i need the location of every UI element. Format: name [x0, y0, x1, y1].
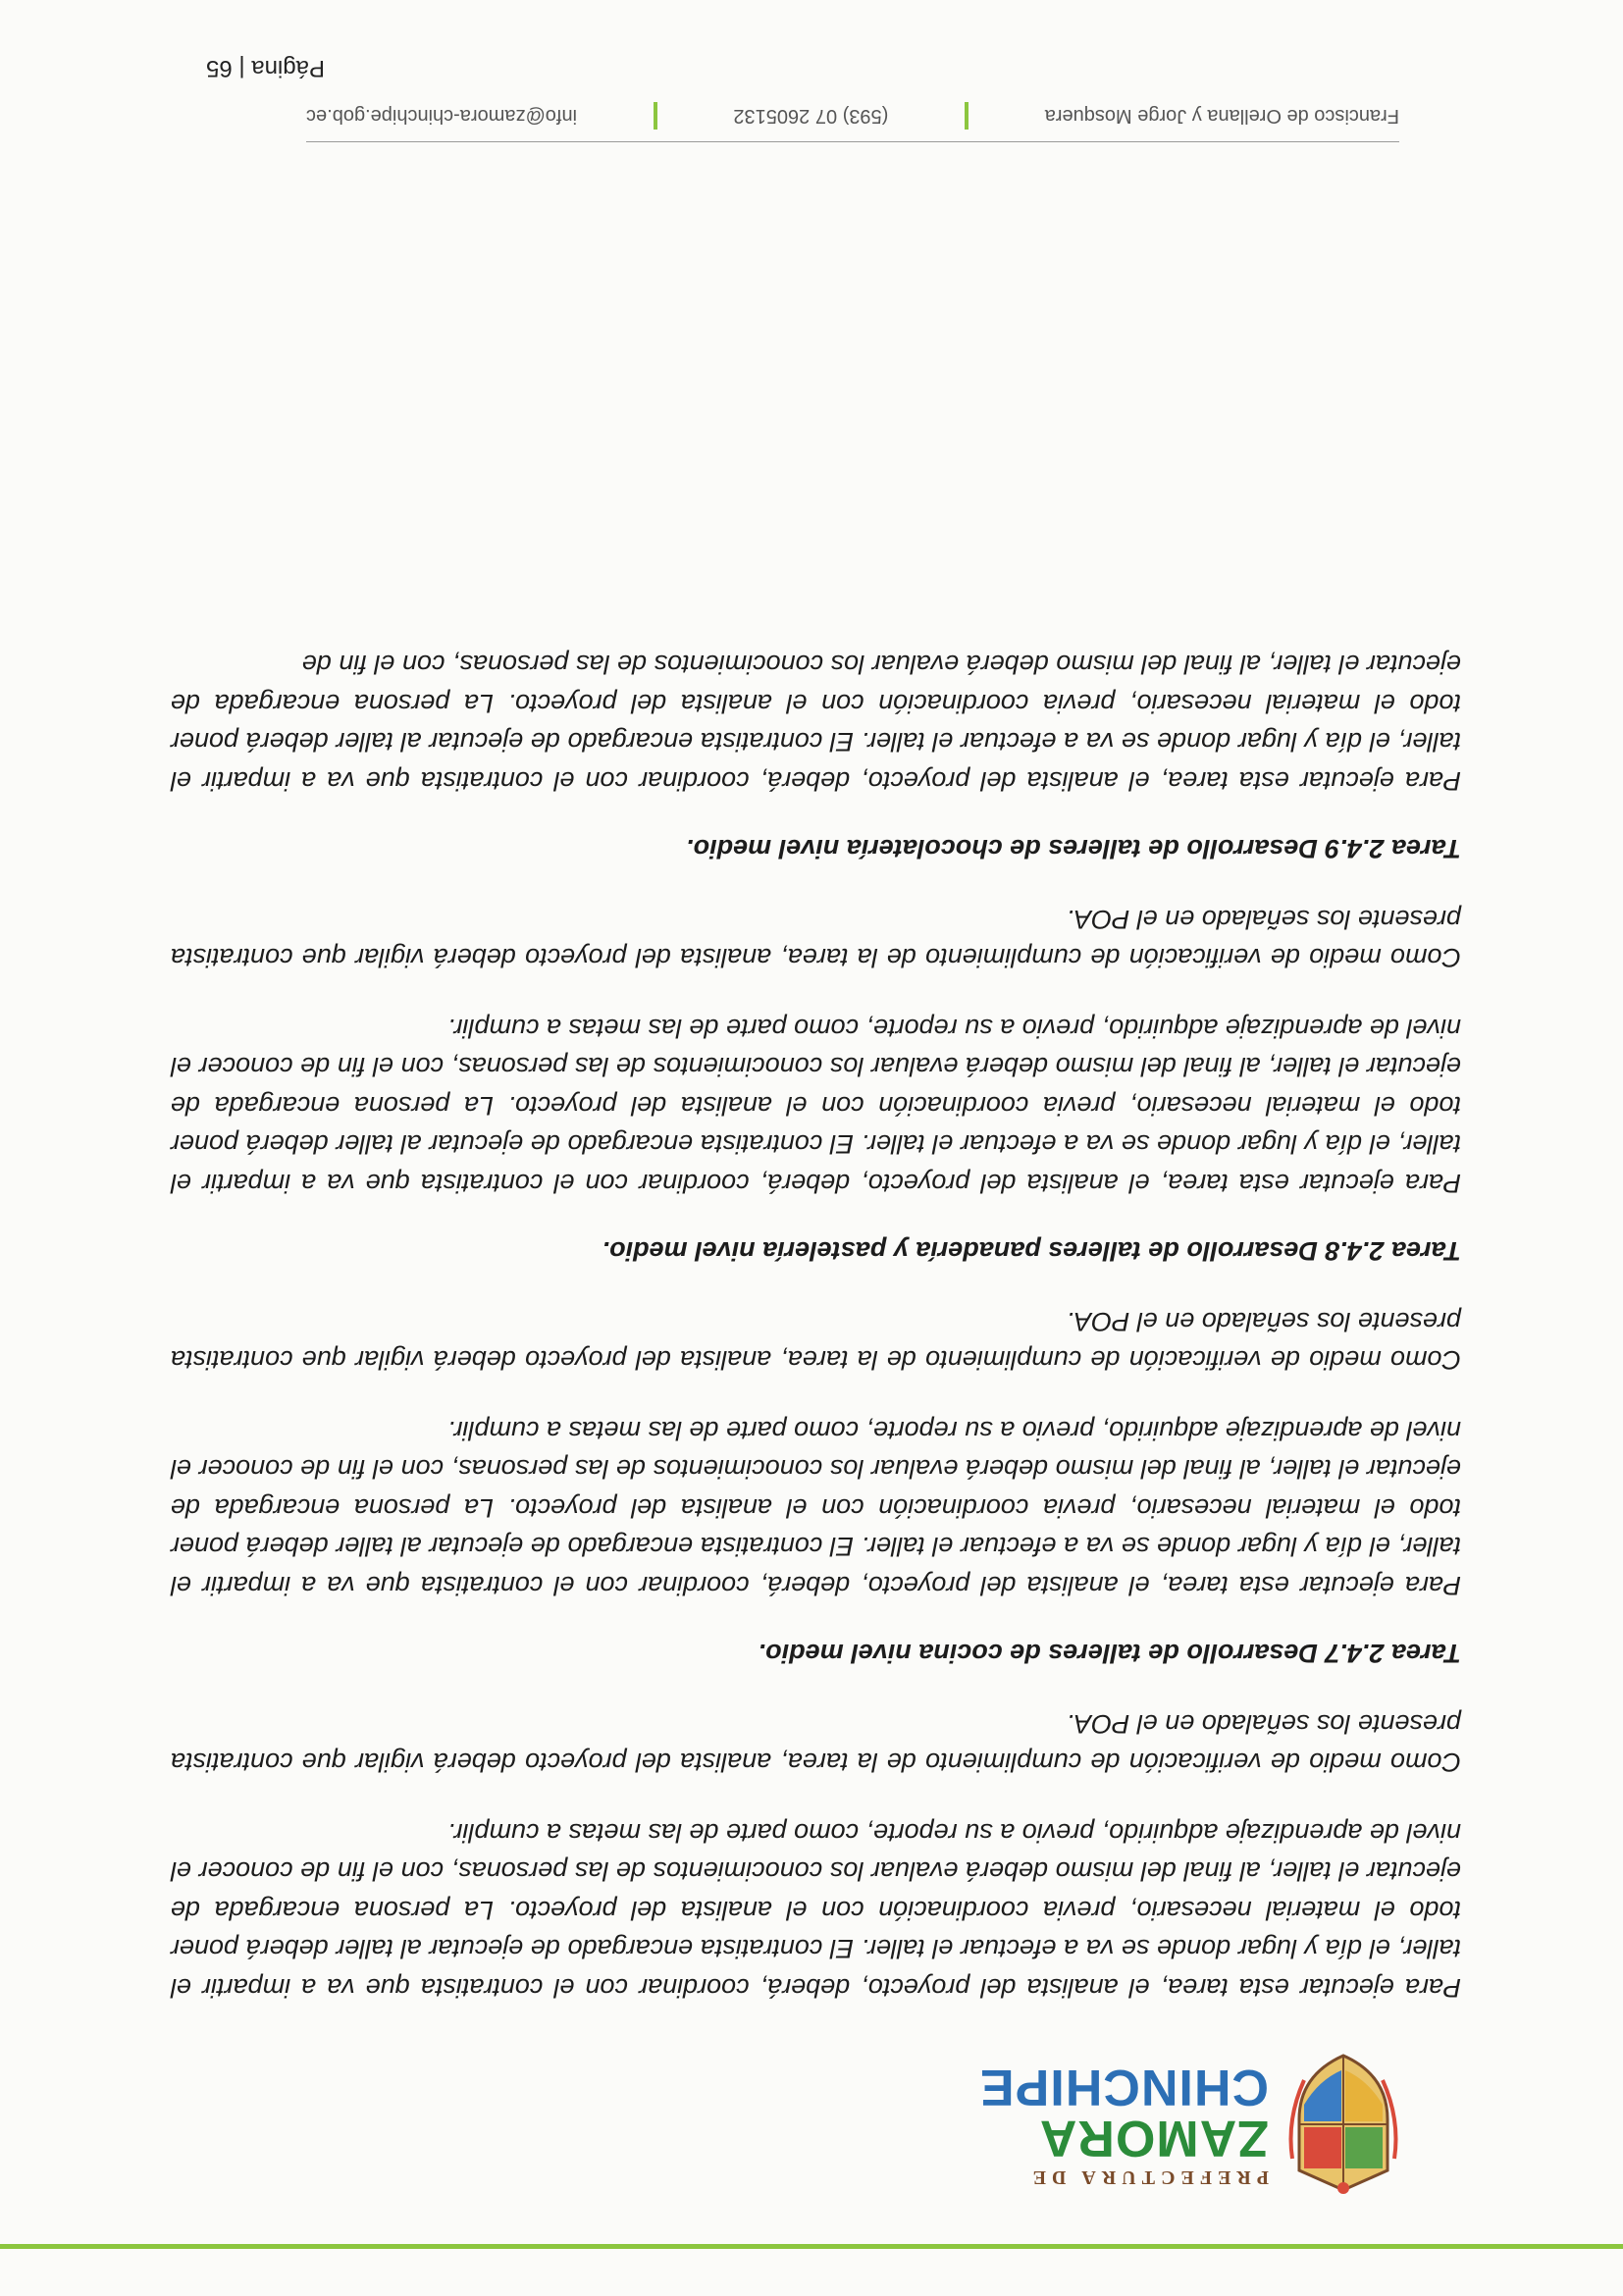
footer-address: Francisco de Orellana y Jorge Mosquera	[1044, 105, 1399, 128]
page-number: Página | 65	[206, 55, 325, 81]
task-heading-2-4-8: Tarea 2.4.8 Desarrollo de talleres panadería y pastelería nivel medio.	[602, 1236, 1461, 1267]
task-heading-2-4-9: Tarea 2.4.9 Desarrollo de talleres de chocolatería nivel medio.	[686, 834, 1461, 864]
paragraph: Para ejecutar esta tarea, el analista del proyecto, deberá, coordinar con el contratista que va a impartir el taller, el día y lugar donde se va a efectuar el taller. El contratista encargado de ejecutar al taller deberá poner todo el material necesario, previa coordinación con el analista del proyecto. La persona encargada de ejecutar el taller, al final del mismo deberá evaluar los conocimientos de las personas, con el fin de	[171, 650, 1461, 796]
body-content	[171, 613, 1461, 2007]
logo-prefectura-text: PREFECTURA DE	[1026, 2166, 1269, 2188]
paragraph: Para ejecutar esta tarea, el analista del proyecto, deberá, coordinar con el contratista que va a impartir el taller, el día y lugar donde se va a efectuar el taller. El contratista encargado de ejecutar al taller deberá poner todo el material necesario, previa coordinación con el analista del proyecto. La persona encargada de ejecutar el taller, al final del mismo deberá evaluar los conocimientos de las personas, con el fin de conocer el nivel de aprendizaje adquirido, previo a su reporte, como parte de las metas a cumplir.	[171, 1014, 1461, 1198]
paragraph: Para ejecutar esta tarea, el analista del proyecto, deberá, coordinar con el contratista que va a impartir el taller, el día y lugar donde se va a efectuar el taller. El contratista encargado de ejecutar al taller deberá poner todo el material necesario, previa coordinación con el analista del proyecto. La persona encargada de ejecutar el taller, al final del mismo deberá evaluar los conocimientos de las personas, con el fin de conocer el nivel de aprendizaje adquirido, previo a su reporte, como parte de las metas a cumplir.	[171, 1818, 1461, 2003]
paragraph: Como medio de verificación de cumplimiento de la tarea, analista del proyecto deberá vigilar que contratista presente los señalado en el POA.	[171, 905, 1461, 973]
logo-chinchipe-text: CHINCHIPE	[978, 2059, 1269, 2115]
footer-separator	[654, 102, 657, 130]
footer-separator	[965, 102, 969, 130]
paragraph: Para ejecutar esta tarea, el analista del proyecto, deberá, coordinar con el contratista que va a impartir el taller, el día y lugar donde se va a efectuar el taller. El contratista encargado de ejecutar al taller deberá poner todo el material necesario, previa coordinación con el analista del proyecto. La persona encargada de ejecutar el taller, al final del mismo deberá evaluar los conocimientos de las personas, con el fin de conocer el nivel de aprendizaje adquirido, previo a su reporte, como parte de las metas a cumplir.	[171, 1416, 1461, 1600]
coat-of-arms-icon	[1284, 2051, 1402, 2198]
page-footer	[306, 102, 1399, 142]
paragraph: Como medio de verificación de cumplimiento de la tarea, analista del proyecto deberá vigilar que contratista presente los señalado en el POA.	[171, 1307, 1461, 1376]
task-heading-2-4-7: Tarea 2.4.7 Desarrollo de talleres de cocina nivel medio.	[758, 1639, 1461, 1669]
footer-email: info@zamora-chinchipe.gob.ec	[306, 105, 578, 128]
paragraph: Como medio de verificación de cumplimiento de la tarea, analista del proyecto deberá vigilar que contratista presente los señalado en el POA.	[171, 1709, 1461, 1778]
prefectura-logo	[912, 2046, 1402, 2203]
logo-zamora-text: ZAMORA	[1038, 2110, 1269, 2166]
logo-wordmark	[979, 2061, 1269, 2187]
footer-phone: (593) 07 2605132	[733, 105, 889, 128]
header-green-rule	[0, 2244, 1623, 2249]
